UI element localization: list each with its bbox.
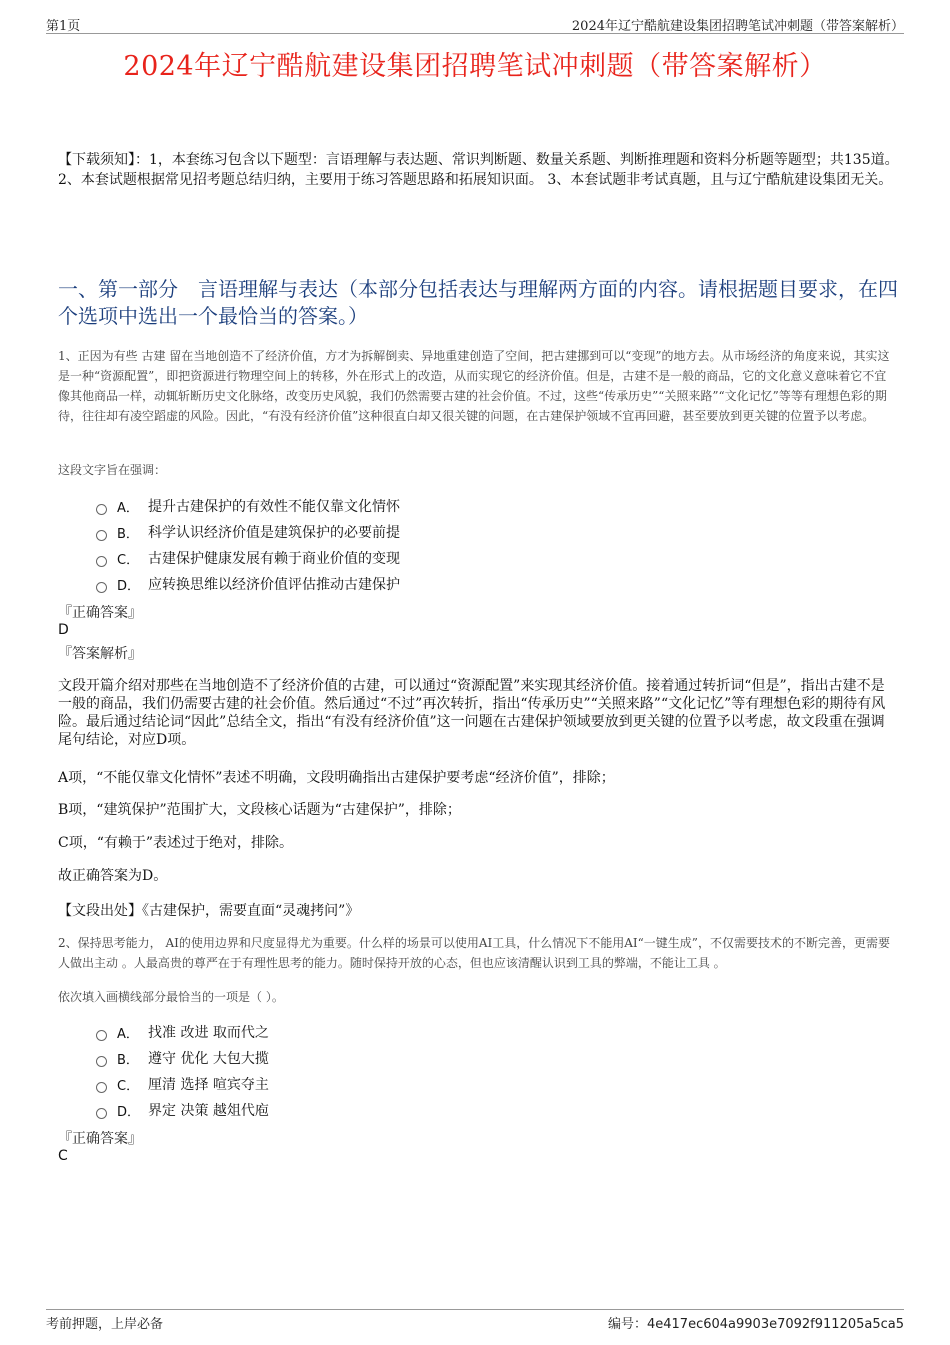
option-text: 科学认识经济价值是建筑保护的必要前提 [148,525,400,541]
document-code [608,1313,904,1332]
footer-slogan: 考前押题，上岸必备 [46,1317,164,1332]
option-c[interactable]: C． 古建保护健康发展有赖于商业价值的变现 [96,545,400,571]
option-a[interactable]: A． 找准 改进 取而代之 [96,1019,269,1045]
correct-answer-label: 『正确答案』 [58,1131,142,1147]
option-text: 遵守 优化 大包大揽 [148,1051,269,1067]
option-text: 应转换思维以经济价值评估推动古建保护 [148,577,400,593]
option-text: 厘清 选择 喧宾夺主 [148,1077,269,1093]
code-value: 4e417ec604a9903e7092f911205a5ca5 [647,1317,904,1332]
option-text: 界定 决策 越俎代庖 [148,1103,269,1119]
header-divider [46,33,904,34]
analysis-label: 『答案解析』 [58,646,142,662]
page-title: 2024年辽宁酷航建设集团招聘笔试冲刺题（带答案解析） [123,51,827,82]
option-a[interactable]: A． 提升古建保护的有效性不能仅靠文化情怀 [96,493,400,519]
radio-icon[interactable] [96,1030,107,1041]
option-text: 找准 改进 取而代之 [148,1025,269,1041]
radio-icon[interactable] [96,1056,107,1067]
analysis-text: 文段开篇介绍对那些在当地创造不了经济价值的古建，可以通过“资源配置”来实现其经济价值。接着通过转折词“但是”，指出古建不是一般的商品，我们仍需要古建的社会价值。然后通过“不过”再次转折，指出“传承历史”“关照来路”“文化记忆”等有理想色彩的期待有风险。最后通过结论词“因此”总结全文，指出“有没有经济价值”这一问题在古建保护领域要放到更关键的位置予以考虑，故文段重在强调尾句结论，对应D项。 [58,678,886,748]
radio-icon[interactable] [96,556,107,567]
footer-divider [46,1309,904,1310]
correct-answer: C [58,1148,68,1164]
question-2-stem: 依次填入画横线部分最恰当的一项是（ ）。 [58,990,284,1004]
option-c[interactable]: C． 厘清 选择 喧宾夺主 [96,1071,269,1097]
radio-icon[interactable] [96,1108,107,1119]
radio-icon[interactable] [96,530,107,541]
option-text: 古建保护健康发展有赖于商业价值的变现 [148,551,400,567]
question-1-stem: 这段文字旨在强调： [58,463,167,477]
radio-icon[interactable] [96,1082,107,1093]
question-1-text: 1、正因为有些 古建 留在当地创造不了经济价值，方才为拆解倒卖、异地重建创造了空间，把古建挪到可以“变现”的地方去。从市场经济的角度来说，其实这是一种“资源配置”，即把资源进行物理空间上的转移，外在形式上的改造，从而实现它的经济价值。但是，古建不是一般的商品，它的文化意义意味着它不宜像其他商品一样，动辄斩断历史文化脉络，改变历史风貌，我们仍然需要古建的社会价值。不过，这些“传承历史”“关照来路”“文化记忆”等等有理想色彩的期待，往往却有凌空蹈虚的风险。因此，“有没有经济价值”这种很直白却又很关键的问题，在古建保护领域不宜再回避，甚至要放到更关键的位置予以考虑。 [58,349,890,423]
code-label: 编号： [607,1317,647,1332]
question-1-options [96,493,400,597]
analysis-conclusion: 故正确答案为D。 [58,868,168,884]
correct-answer: D [58,622,69,638]
analysis-line-b: B项，“建筑保护”范围扩大，文段核心话题为“古建保护”，排除； [58,802,461,818]
section-heading: 一、第一部分 言语理解与表达（本部分包括表达与理解两方面的内容。请根据题目要求，在四个选项中选出一个最恰当的答案。） [58,277,898,328]
question-2-options [96,1019,269,1123]
option-d[interactable]: D． 应转换思维以经济价值评估推动古建保护 [96,571,400,597]
radio-icon[interactable] [96,582,107,593]
option-text: 提升古建保护的有效性不能仅靠文化情怀 [148,499,400,515]
text-source: 【文段出处】《古建保护，需要直面“灵魂拷问”》 [58,903,360,919]
download-notice: 【下载须知】：1，本套练习包含以下题型：言语理解与表达题、常识判断题、数量关系题、判断推理题和资料分析题等题型；共135道。 2、本套试题根据常见招考题总结归纳，主要用于练习答题思路和拓展知识面。 3、本套试题非考试真题，且与辽宁酷航建设集团无关。 [58,152,899,188]
radio-icon[interactable] [96,504,107,515]
option-d[interactable]: D． 界定 决策 越俎代庖 [96,1097,269,1123]
analysis-line-a: A项，“不能仅靠文化情怀”表述不明确，文段明确指出古建保护要考虑“经济价值”，排除； [58,770,615,786]
option-b[interactable]: B． 科学认识经济价值是建筑保护的必要前提 [96,519,400,545]
running-title: 2024年辽宁酷航建设集团招聘笔试冲刺题（带答案解析） [571,19,904,34]
correct-answer-label: 『正确答案』 [58,605,142,621]
question-2-text: 2、保持思考能力， AI的使用边界和尺度显得尤为重要。什么样的场景可以使用AI工具，什么情况下不能用AI“一键生成”，不仅需要技术的不断完善，更需要人做出主动 。人最高贵的尊严在于有理性思考的能力。随时保持开放的心态，但也应该清醒认识到工具的弊端，不能让工具 。 [58,936,890,970]
analysis-line-c: C项，“有赖于”表述过于绝对，排除。 [58,835,294,851]
option-b[interactable]: B． 遵守 优化 大包大揽 [96,1045,269,1071]
page-number: 第1页 [46,19,81,34]
